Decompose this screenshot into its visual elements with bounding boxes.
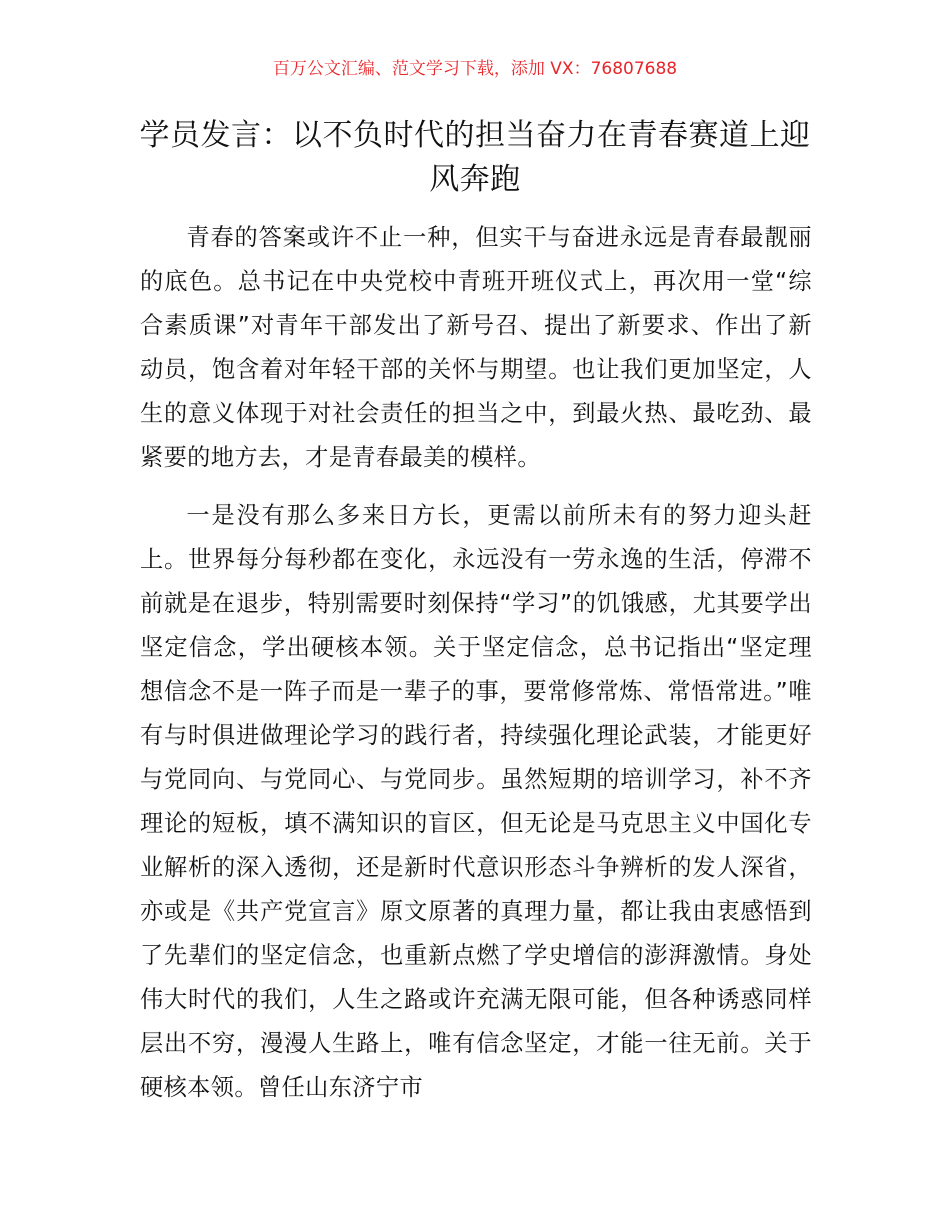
header-banner: 百万公文汇编、范文学习下载，添加 VX：76807688: [272, 59, 678, 79]
document-title: 学员发言：以不负时代的担当奋力在青春赛道上迎风奔跑: [139, 118, 811, 197]
paragraph: 一是没有那么多来日方长，更需以前所未有的努力迎头赶上。世界每分每秒都在变化，永远没有一劳永逸的生活，停滞不前就是在退步，特别需要时刻保持“学习”的饥饿感，尤其要学出坚定信念，学出硬核本领。关于坚定信念，总书记指出“坚定理想信念不是一阵子而是一辈子的事，要常修常炼、常悟常进。”唯有与时俱进做理论学习的践行者，持续强化理论武装，才能更好与党同向、与党同心、与党同步。虽然短期的培训学习，补不齐理论的短板，填不满知识的盲区，但无论是马克思主义中国化专业解析的深入透彻，还是新时代意识形态斗争辨析的发人深省，亦或是《共产党宣言》原文原著的真理力量，都让我由衷感悟到了先辈们的坚定信念，也重新点燃了学史增信的澎湃激情。身处伟大时代的我们，人生之路或许充满无限可能，但各种诱惑同样层出不穷，漫漫人生路上，唯有信念坚定，才能一往无前。关于硬核本领。曾任山东济宁市: [140, 502, 812, 1101]
paragraph: 青春的答案或许不止一种，但实干与奋进永远是青春最靓丽的底色。总书记在中央党校中青班开班仪式上，再次用一堂“综合素质课”对青年干部发出了新号召、提出了新要求、作出了新动员，饱含着对年轻干部的关怀与期望。也让我们更加坚定，人生的意义体现于对社会责任的担当之中，到最火热、最吃劲、最紧要的地方去，才是青春最美的模样。: [140, 224, 812, 471]
document-body: [140, 216, 812, 1124]
